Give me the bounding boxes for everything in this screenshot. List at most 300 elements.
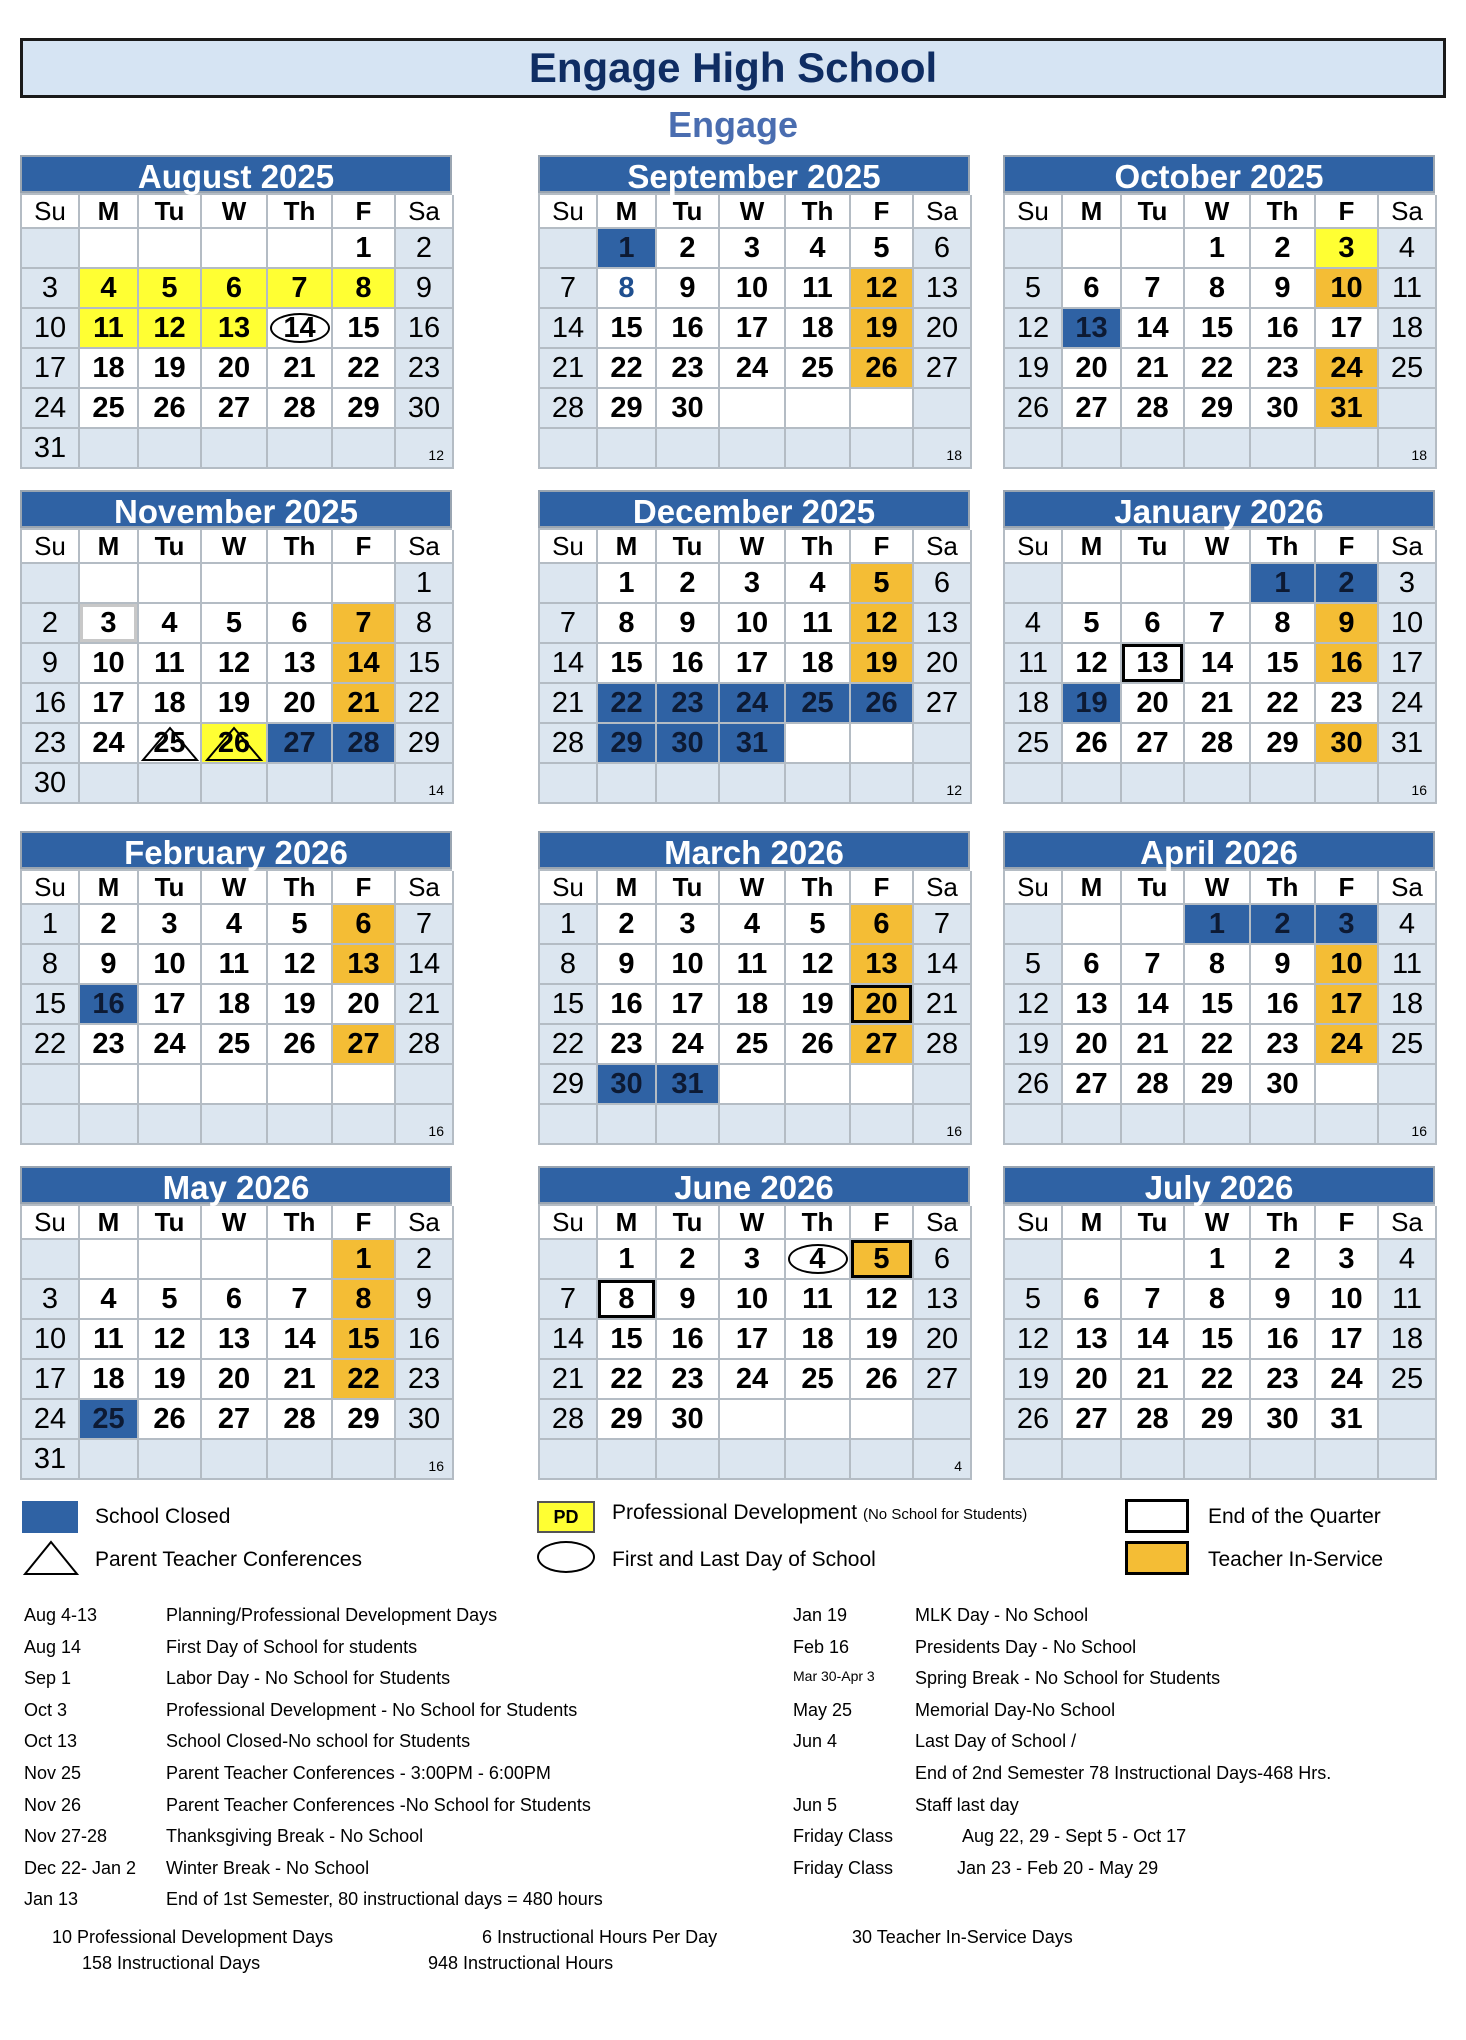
- day-cell: 25: [1379, 1025, 1437, 1065]
- day-cell: 6: [914, 564, 972, 604]
- day-cell: 7: [333, 604, 396, 644]
- day-cell: 8: [1185, 1280, 1251, 1320]
- weekday-header: Th: [786, 530, 851, 564]
- day-cell: 2: [657, 229, 720, 269]
- day-cell: 14: [268, 1320, 333, 1360]
- weekday-header: F: [851, 871, 914, 905]
- day-cell: 24: [657, 1025, 720, 1065]
- empty-cell: [1063, 764, 1122, 804]
- empty-cell: [540, 1240, 598, 1280]
- weekday-header: W: [1185, 195, 1251, 229]
- day-cell: 27: [333, 1025, 396, 1065]
- day-cell: 4: [80, 269, 139, 309]
- instructional-day-count: 12: [428, 447, 444, 463]
- day-cell: 9: [1316, 604, 1379, 644]
- day-cell: 30: [598, 1065, 657, 1105]
- weekday-header: F: [1316, 871, 1379, 905]
- day-cell: 18: [1379, 309, 1437, 349]
- empty-cell: [720, 429, 786, 469]
- weekday-header: F: [1316, 195, 1379, 229]
- month-grid: [1003, 528, 1435, 804]
- day-cell: 14: [540, 1320, 598, 1360]
- day-cell: 12: [1063, 644, 1122, 684]
- day-cell: 16: [396, 309, 454, 349]
- month-grid: [1003, 193, 1435, 469]
- empty-cell: [786, 1065, 851, 1105]
- weekday-header: Th: [268, 871, 333, 905]
- day-cell: 21: [268, 1360, 333, 1400]
- day-cell: 8: [333, 269, 396, 309]
- day-cell: 28: [540, 724, 598, 764]
- day-cell: 21: [1122, 1025, 1185, 1065]
- empty-cell: [786, 389, 851, 429]
- empty-cell: [396, 429, 454, 469]
- month-february-2026: [20, 831, 452, 1145]
- day-cell: 30: [22, 764, 80, 804]
- day-cell: 19: [139, 1360, 202, 1400]
- empty-cell: [1185, 564, 1251, 604]
- day-cell: 14: [333, 644, 396, 684]
- weekday-header: F: [851, 530, 914, 564]
- empty-cell: [1005, 229, 1063, 269]
- day-cell: 27: [268, 724, 333, 764]
- empty-cell: [914, 429, 972, 469]
- note-date: Friday Class: [793, 1857, 894, 1878]
- day-cell: 8: [22, 945, 80, 985]
- day-cell: 7: [1122, 1280, 1185, 1320]
- month-grid: [1003, 869, 1435, 1145]
- empty-cell: [1005, 905, 1063, 945]
- empty-cell: [268, 229, 333, 269]
- empty-cell: [720, 1065, 786, 1105]
- empty-cell: [1251, 1105, 1316, 1145]
- day-cell: 28: [268, 389, 333, 429]
- school-title-box: [20, 38, 1446, 98]
- day-cell: 24: [22, 1400, 80, 1440]
- note-text: MLK Day - No School: [915, 1605, 1089, 1625]
- day-cell: 19: [851, 1320, 914, 1360]
- day-cell: 2: [396, 1240, 454, 1280]
- day-cell: 14: [914, 945, 972, 985]
- weekday-header: M: [1063, 871, 1122, 905]
- day-cell: 22: [396, 684, 454, 724]
- day-cell: 13: [202, 1320, 268, 1360]
- day-cell: 17: [1379, 644, 1437, 684]
- day-cell: 20: [914, 644, 972, 684]
- note-date: Jun 5: [793, 1794, 838, 1815]
- empty-cell: [1005, 1440, 1063, 1480]
- empty-cell: [268, 1240, 333, 1280]
- empty-cell: [851, 764, 914, 804]
- day-cell: 7: [1122, 269, 1185, 309]
- day-cell: 4: [786, 1240, 851, 1280]
- day-cell: 5: [139, 1280, 202, 1320]
- day-cell: 10: [1316, 1280, 1379, 1320]
- weekday-header: M: [1063, 530, 1122, 564]
- day-cell: 11: [786, 269, 851, 309]
- day-cell: 26: [851, 684, 914, 724]
- weekday-header: Sa: [1379, 530, 1437, 564]
- day-cell: 19: [139, 349, 202, 389]
- day-cell: 2: [657, 564, 720, 604]
- note-text: Winter Break - No School: [166, 1857, 370, 1878]
- day-cell: 1: [598, 564, 657, 604]
- day-cell: 9: [598, 945, 657, 985]
- day-cell: 26: [1005, 1400, 1063, 1440]
- day-cell: 22: [598, 349, 657, 389]
- month-grid: [20, 528, 452, 804]
- day-cell: 30: [657, 389, 720, 429]
- empty-cell: [22, 1240, 80, 1280]
- day-cell: 16: [1316, 644, 1379, 684]
- instructional-day-count: 16: [946, 1123, 962, 1139]
- empty-cell: [720, 764, 786, 804]
- day-cell: 6: [1063, 269, 1122, 309]
- weekday-header: Su: [540, 195, 598, 229]
- legend-pd-label: [612, 1501, 1027, 1525]
- day-cell: 28: [540, 389, 598, 429]
- day-cell: 25: [1005, 724, 1063, 764]
- weekday-header: Su: [1005, 530, 1063, 564]
- weekday-header: F: [333, 871, 396, 905]
- day-cell: 5: [786, 905, 851, 945]
- empty-cell: [851, 1105, 914, 1145]
- day-cell: 2: [396, 229, 454, 269]
- note-date: Oct 13: [24, 1731, 78, 1752]
- empty-cell: [1122, 1240, 1185, 1280]
- month-grid: [538, 869, 970, 1145]
- empty-cell: [202, 764, 268, 804]
- month-title: July 2026: [1003, 1166, 1435, 1204]
- day-cell: 11: [1005, 644, 1063, 684]
- empty-cell: [914, 1400, 972, 1440]
- day-cell: 15: [598, 644, 657, 684]
- day-cell: 1: [396, 564, 454, 604]
- day-cell: 31: [1316, 389, 1379, 429]
- note-text: Spring Break - No School for Students: [915, 1668, 1221, 1689]
- day-cell: 25: [202, 1025, 268, 1065]
- empty-cell: [139, 229, 202, 269]
- empty-cell: [914, 1105, 972, 1145]
- empty-cell: [1316, 764, 1379, 804]
- empty-cell: [1063, 1105, 1122, 1145]
- empty-cell: [1251, 1440, 1316, 1480]
- note-text: Planning/Professional Development Days: [166, 1605, 498, 1625]
- day-cell: 27: [851, 1025, 914, 1065]
- weekday-header: Sa: [914, 195, 972, 229]
- empty-cell: [268, 1105, 333, 1145]
- empty-cell: [1251, 764, 1316, 804]
- weekday-header: Tu: [657, 1206, 720, 1240]
- day-cell: 10: [1379, 604, 1437, 644]
- day-cell: 6: [914, 1240, 972, 1280]
- day-cell: 16: [80, 985, 139, 1025]
- empty-cell: [720, 389, 786, 429]
- day-cell: 31: [22, 1440, 80, 1480]
- day-cell: 22: [598, 684, 657, 724]
- empty-cell: [396, 764, 454, 804]
- weekday-header: Tu: [1122, 195, 1185, 229]
- empty-cell: [657, 429, 720, 469]
- day-cell: 18: [1379, 985, 1437, 1025]
- day-cell: 25: [80, 1400, 139, 1440]
- empty-cell: [268, 1065, 333, 1105]
- day-cell: 13: [202, 309, 268, 349]
- day-cell: 14: [1185, 644, 1251, 684]
- empty-cell: [851, 1065, 914, 1105]
- day-cell: 15: [22, 985, 80, 1025]
- day-cell: 30: [396, 1400, 454, 1440]
- empty-cell: [139, 429, 202, 469]
- day-cell: 15: [598, 309, 657, 349]
- note-text: Thanksgiving Break - No School: [166, 1826, 424, 1847]
- weekday-header: Su: [540, 871, 598, 905]
- day-cell: 30: [657, 1400, 720, 1440]
- legend-pd-swatch: [537, 1501, 595, 1533]
- month-grid: [20, 1204, 452, 1480]
- day-cell: 1: [1185, 1240, 1251, 1280]
- day-cell: 17: [720, 644, 786, 684]
- day-cell: 14: [396, 945, 454, 985]
- day-cell: 18: [80, 349, 139, 389]
- weekday-header: Tu: [657, 871, 720, 905]
- day-cell: 17: [80, 684, 139, 724]
- month-june-2026: [538, 1166, 970, 1480]
- day-cell: 16: [1251, 1320, 1316, 1360]
- empty-cell: [1185, 764, 1251, 804]
- note-date: Jan 19: [793, 1605, 848, 1625]
- empty-cell: [1379, 764, 1437, 804]
- weekday-header: Su: [22, 530, 80, 564]
- day-cell: 4: [202, 905, 268, 945]
- day-cell: 13: [268, 644, 333, 684]
- weekday-header: Tu: [139, 871, 202, 905]
- weekday-header: Sa: [396, 195, 454, 229]
- day-cell: 5: [268, 905, 333, 945]
- day-cell: 3: [1316, 905, 1379, 945]
- empty-cell: [1316, 1440, 1379, 1480]
- weekday-header: W: [720, 195, 786, 229]
- day-cell: 28: [1122, 1065, 1185, 1105]
- day-cell: 13: [914, 269, 972, 309]
- weekday-header: W: [202, 530, 268, 564]
- day-cell: 16: [1251, 309, 1316, 349]
- weekday-header: Su: [1005, 195, 1063, 229]
- empty-cell: [1316, 1065, 1379, 1105]
- empty-cell: [851, 429, 914, 469]
- total-instructional-days: 158 Instructional Days: [82, 1953, 261, 1973]
- weekday-header: Th: [786, 871, 851, 905]
- empty-cell: [396, 1440, 454, 1480]
- day-cell: 24: [720, 684, 786, 724]
- day-cell: 10: [80, 644, 139, 684]
- day-cell: 23: [396, 349, 454, 389]
- day-cell: 2: [1251, 1240, 1316, 1280]
- day-cell: 10: [22, 309, 80, 349]
- day-cell: 3: [22, 269, 80, 309]
- day-cell: 9: [1251, 945, 1316, 985]
- weekday-header: Th: [268, 530, 333, 564]
- day-cell: 12: [851, 1280, 914, 1320]
- day-cell: 10: [139, 945, 202, 985]
- day-cell: 25: [139, 724, 202, 764]
- day-cell: 16: [657, 1320, 720, 1360]
- day-cell: 27: [1063, 389, 1122, 429]
- day-cell: 19: [851, 644, 914, 684]
- weekday-header: Sa: [914, 871, 972, 905]
- day-cell: 29: [598, 1400, 657, 1440]
- empty-cell: [914, 764, 972, 804]
- day-cell: 15: [1185, 309, 1251, 349]
- day-cell: 22: [333, 349, 396, 389]
- empty-cell: [333, 1105, 396, 1145]
- day-cell: 30: [396, 389, 454, 429]
- day-cell: 6: [1063, 945, 1122, 985]
- weekday-header: M: [80, 1206, 139, 1240]
- day-cell: 20: [268, 684, 333, 724]
- note-date: Sep 1: [24, 1668, 72, 1689]
- weekday-header: Th: [1251, 1206, 1316, 1240]
- weekday-header: Sa: [1379, 1206, 1437, 1240]
- day-cell: 17: [1316, 1320, 1379, 1360]
- day-cell: 7: [268, 1280, 333, 1320]
- day-cell: 5: [851, 564, 914, 604]
- day-cell: 7: [268, 269, 333, 309]
- month-august-2025: [20, 155, 452, 469]
- day-cell: 30: [1316, 724, 1379, 764]
- day-cell: 29: [540, 1065, 598, 1105]
- empty-cell: [1063, 1440, 1122, 1480]
- day-cell: 5: [1063, 604, 1122, 644]
- empty-cell: [598, 429, 657, 469]
- weekday-header: M: [1063, 1206, 1122, 1240]
- day-cell: 31: [22, 429, 80, 469]
- empty-cell: [202, 429, 268, 469]
- day-cell: 20: [914, 1320, 972, 1360]
- day-cell: 9: [657, 269, 720, 309]
- legend-pd-badge: PD: [553, 1506, 579, 1527]
- empty-cell: [139, 764, 202, 804]
- weekday-header: Th: [1251, 530, 1316, 564]
- day-cell: 23: [80, 1025, 139, 1065]
- empty-cell: [22, 564, 80, 604]
- empty-cell: [914, 389, 972, 429]
- empty-cell: [396, 1065, 454, 1105]
- weekday-header: W: [720, 871, 786, 905]
- day-cell: 23: [598, 1025, 657, 1065]
- day-cell: 23: [22, 724, 80, 764]
- day-cell: 25: [80, 389, 139, 429]
- empty-cell: [80, 1240, 139, 1280]
- legend-pd-text: Professional Development: [612, 1501, 858, 1524]
- day-cell: 9: [22, 644, 80, 684]
- day-cell: 17: [720, 1320, 786, 1360]
- day-cell: 1: [1251, 564, 1316, 604]
- note-text: Jan 23 - Feb 20 - May 29: [957, 1857, 1159, 1878]
- empty-cell: [1379, 389, 1437, 429]
- weekday-header: W: [720, 1206, 786, 1240]
- empty-cell: [1063, 429, 1122, 469]
- day-cell: 13: [851, 945, 914, 985]
- day-cell: 26: [786, 1025, 851, 1065]
- weekday-header: M: [80, 530, 139, 564]
- day-cell: 23: [657, 684, 720, 724]
- day-cell: 27: [1063, 1065, 1122, 1105]
- empty-cell: [851, 1400, 914, 1440]
- month-title: October 2025: [1003, 155, 1435, 193]
- day-cell: 15: [1185, 985, 1251, 1025]
- day-cell: 1: [333, 229, 396, 269]
- day-cell: 18: [139, 684, 202, 724]
- day-cell: 13: [914, 1280, 972, 1320]
- weekday-header: Su: [540, 530, 598, 564]
- instructional-day-count: 14: [428, 782, 444, 798]
- day-cell: 14: [1122, 1320, 1185, 1360]
- month-grid: [538, 193, 970, 469]
- day-cell: 14: [268, 309, 333, 349]
- empty-cell: [786, 764, 851, 804]
- day-cell: 12: [202, 644, 268, 684]
- legend-oval-icon: [537, 1541, 595, 1573]
- weekday-header: Tu: [139, 530, 202, 564]
- month-grid: [538, 528, 970, 804]
- empty-cell: [1316, 1105, 1379, 1145]
- day-cell: 11: [786, 1280, 851, 1320]
- day-cell: 22: [598, 1360, 657, 1400]
- day-cell: 4: [1379, 905, 1437, 945]
- weekday-header: M: [80, 195, 139, 229]
- day-cell: 28: [333, 724, 396, 764]
- empty-cell: [139, 564, 202, 604]
- day-cell: 27: [202, 389, 268, 429]
- day-cell: 19: [851, 309, 914, 349]
- day-cell: 26: [1063, 724, 1122, 764]
- day-cell: 26: [268, 1025, 333, 1065]
- day-cell: 25: [786, 349, 851, 389]
- weekday-header: W: [1185, 1206, 1251, 1240]
- empty-cell: [1122, 229, 1185, 269]
- day-cell: 6: [1063, 1280, 1122, 1320]
- day-cell: 29: [1185, 1400, 1251, 1440]
- day-cell: 29: [598, 389, 657, 429]
- day-cell: 9: [657, 604, 720, 644]
- legend-first-last-label: First and Last Day of School: [612, 1548, 876, 1571]
- day-cell: 2: [1251, 229, 1316, 269]
- weekday-header: Th: [268, 1206, 333, 1240]
- day-cell: 17: [720, 309, 786, 349]
- empty-cell: [1379, 1400, 1437, 1440]
- day-cell: 26: [139, 389, 202, 429]
- weekday-header: Sa: [396, 1206, 454, 1240]
- day-cell: 27: [1122, 724, 1185, 764]
- empty-cell: [22, 229, 80, 269]
- note-date: Jan 13: [24, 1889, 79, 1910]
- empty-cell: [914, 1065, 972, 1105]
- day-cell: 7: [1185, 604, 1251, 644]
- day-cell: 16: [22, 684, 80, 724]
- day-cell: 12: [268, 945, 333, 985]
- weekday-header: Su: [1005, 1206, 1063, 1240]
- day-cell: 3: [22, 1280, 80, 1320]
- day-cell: 8: [396, 604, 454, 644]
- day-cell: 21: [1185, 684, 1251, 724]
- month-title: January 2026: [1003, 490, 1435, 528]
- day-cell: 24: [720, 349, 786, 389]
- day-cell: 8: [1185, 945, 1251, 985]
- legend-closed-swatch: [22, 1501, 78, 1533]
- day-cell: 3: [1316, 229, 1379, 269]
- day-cell: 1: [22, 905, 80, 945]
